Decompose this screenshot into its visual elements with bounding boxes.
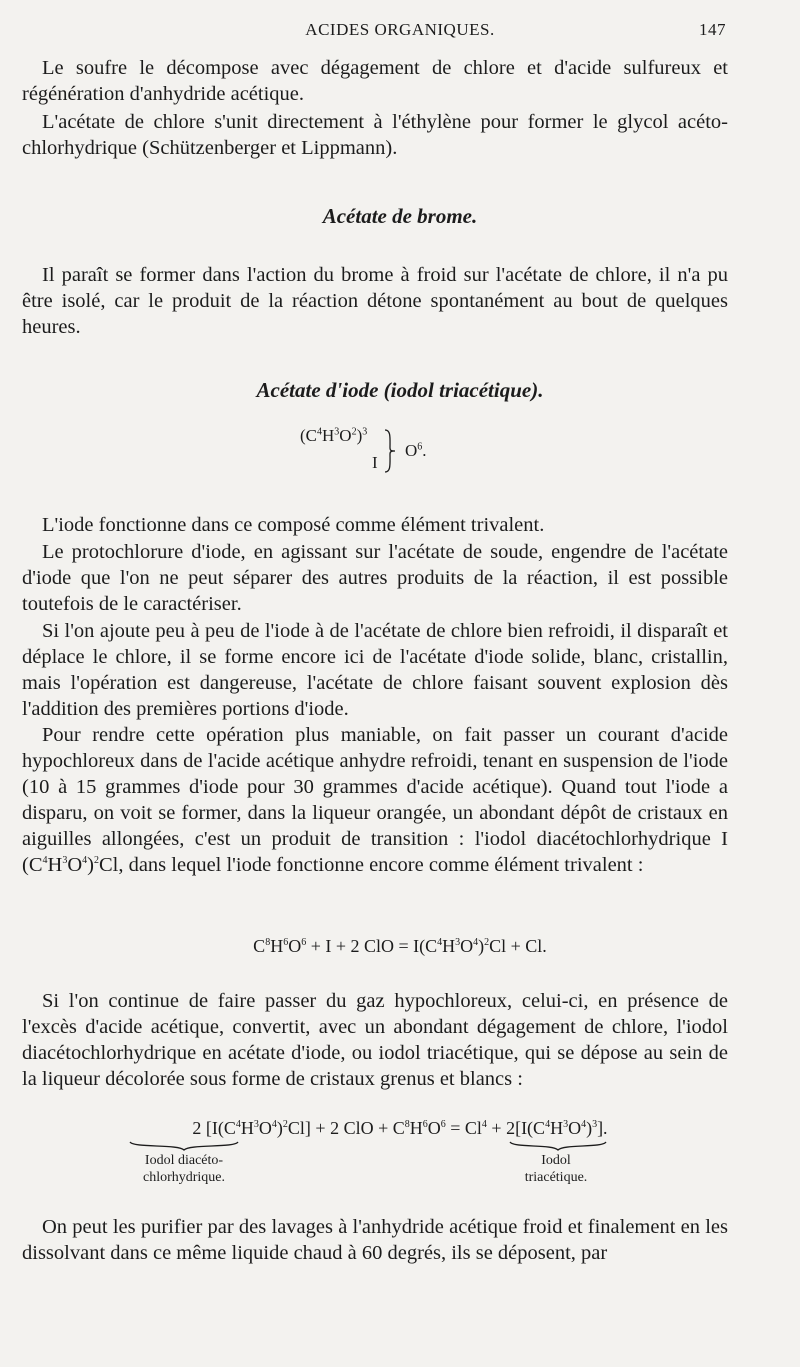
label-left-line-2: chlorhydrique. xyxy=(142,1170,226,1185)
running-title: ACIDES ORGANIQUES. xyxy=(305,20,495,39)
formula-line-2: I xyxy=(372,453,378,472)
formula-line-1: $(C^4H^3O^2)^3$ xyxy=(300,426,368,445)
running-header xyxy=(0,20,800,44)
label-iodol-triacetique xyxy=(500,1152,612,1186)
paragraph-ethylene: L'acétate de chlore s'unit directement à l'éthylène pour former le glycol acéto-chlorhydrique (Schützenberger et Lippmann). xyxy=(22,111,728,159)
paragraph-purifier: On peut les purifier par des lavages à l'anhydride acétique froid et finalement en les dissolvant dans ce même liquide chaud à 60 degrés, ils se déposent, par xyxy=(22,1216,728,1264)
underbrace-right xyxy=(508,1140,608,1152)
section-title-acetate-brome: Acétate de brome. xyxy=(322,204,478,228)
formula-right: $O^6$. xyxy=(405,441,427,460)
underbrace-left xyxy=(128,1140,240,1152)
paragraph-gaz-hypochloreux: Si l'on continue de faire passer du gaz hypochloreux, celui-ci, en présence de l'excès d'acide acétique, convertit, avec un abondant dégagement de chlore, l'iodol diacétochlorhydrique en acétate d'iode, ou iodol triacétique, qui se dépose au sein de la liqueur décolorée sous forme de cristaux grenus et blancs : xyxy=(22,990,728,1090)
paragraph-protochlorure: Le protochlorure d'iode, en agissant sur l'acétate de soude, engendre de l'acétate d'iode que l'on ne peut séparer des autres produits de la réaction, il est possible toutefois de le caractériser. xyxy=(22,541,728,615)
equation-triacetique: 2 $[I(C^4H^3O^4)^2Cl] + 2$ ClO + $C^8H^6O^6 = Cl^4 + 2[I(C^4H^3O^4)^3]$. xyxy=(192,1118,608,1138)
equation-diacetochlorhydrique: $C^8H^6O^6 + I + 2$ ClO = $I(C^4H^3O^4)^2Cl + Cl$. xyxy=(253,936,547,956)
label-left-line-1: Iodol diacéto- xyxy=(144,1153,224,1168)
right-brace-glyph xyxy=(383,428,397,474)
paragraph-iode-chlore: Si l'on ajoute peu à peu de l'iode à de l'acétate de chlore bien refroidi, il disparaît et déplace le chlore, il se forme encore ici de l'acétate d'iode solide, blanc, cristallin, mais l'opération est dangereuse, l'acétate de chlore faisant souvent explosion dès l'addition des premières portions d'iode. xyxy=(22,620,728,720)
page-number: 147 xyxy=(699,20,726,39)
paragraph-soufre: Le soufre le décompose avec dégagement de chlore et d'acide sulfureux et régénération d'anhydride acétique. xyxy=(22,57,728,105)
label-right-line-2: triacétique. xyxy=(524,1170,588,1185)
paragraph-brome: Il paraît se former dans l'action du brome à froid sur l'acétate de chlore, il n'a pu être isolé, car le produit de la réaction détone spontanément au bout de quelques heures. xyxy=(22,264,728,338)
section-title-acetate-iode: Acétate d'iode (iodol triacétique). xyxy=(256,378,544,402)
paragraph-operation-maniable: Pour rendre cette opération plus maniable, on fait passer un courant d'acide hypochloreux dans de l'acide acétique anhydre refroidi, tenant en suspension de l'iode (10 à 15 grammes d'iode pour 30 grammes d'acide acétique). Quand tout l'iode a disparu, on voit se former, dans la liqueur orangée, un abondant dépôt de cristaux en aiguilles allongées, c'est un produit de transition : l'iodol diacétochlorhydrique I $(C^4H^3O^4)^2Cl$, dans lequel l'iode fonctionne encore comme élément trivalent : xyxy=(22,724,728,876)
label-right-line-1: Iodol xyxy=(541,1153,571,1168)
label-iodol-diacetochlorhydrique xyxy=(118,1152,250,1186)
paragraph-trivalent: L'iode fonctionne dans ce composé comme élément trivalent. xyxy=(42,514,545,536)
